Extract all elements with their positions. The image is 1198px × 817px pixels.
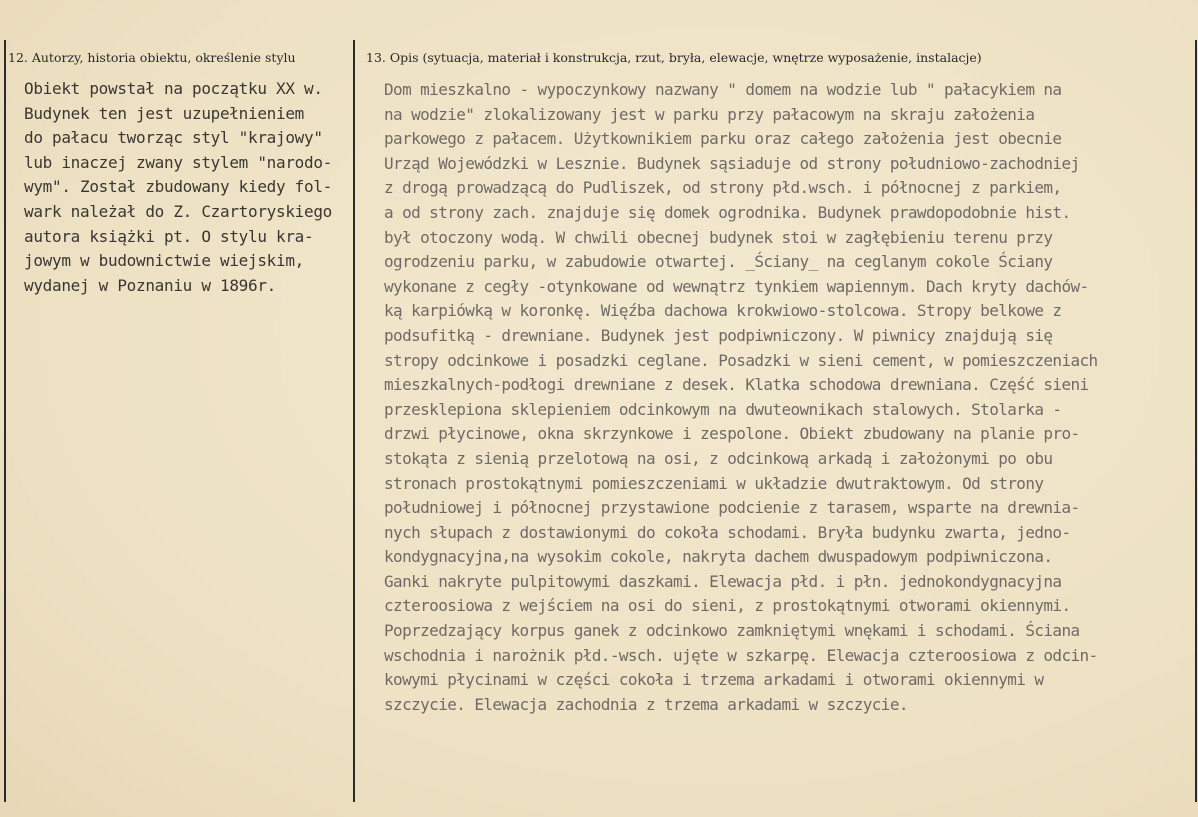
description-line: z drogą prowadzącą do Pudliszek, od strony płd.wsch. i północnej z parkiem, <box>384 178 1062 198</box>
description-line: Poprzedzający korpus ganek z odcinkowo zamkniętymi wnękami i schodami. Ściana <box>384 621 1080 641</box>
history-text-block <box>24 77 354 298</box>
description-line: południowej i północnej przystawione podcienie z tarasem, wsparte na drewnia- <box>384 498 1080 518</box>
history-line: do pałacu tworząc styl "krajowy" <box>24 128 323 148</box>
column-divider-left <box>4 40 6 802</box>
column-divider-right <box>1195 40 1197 802</box>
description-line: stronach prostokątnymi pomieszczeniami w układzie dwutraktowym. Od strony <box>384 473 1044 493</box>
history-line: wym". Został zbudowany kiedy fol- <box>24 177 332 197</box>
description-line: wschodnia i narożnik płd.-wsch. ujęte w szkarpę. Elewacja czteroosiowa z odcin- <box>384 645 1098 665</box>
description-line: Ganki nakryte pulpitowymi daszkami. Elewacja płd. i płn. jednokondygnacyjna <box>384 571 1062 591</box>
description-line: wykonane z cegły -otynkowane od wewnątrz tynkiem wapiennym. Dach kryty dachów- <box>384 276 1089 296</box>
description-line: parkowego z pałacem. Użytkownikiem parku oraz całego założenia jest obecnie <box>384 129 1062 149</box>
section-13-header: 13. Opis (sytuacja, materiał i konstrukcja, rzut, bryła, elewacje, wnętrze wyposażenie, instalacje) <box>366 50 982 65</box>
description-line: stokąta z sienią przelotową na osi, z odcinkową arkadą i założonymi po obu <box>384 448 1053 468</box>
history-line: Budynek ten jest uzupełnieniem <box>24 103 304 123</box>
description-line: kondygnacyjna,na wysokim cokole, nakryta dachem dwuspadowym podpiwniczona. <box>384 547 1053 567</box>
section-12-header: 12. Autorzy, historia obiektu, określenie stylu <box>8 50 296 65</box>
description-line: na wodzie" zlokalizowany jest w parku przy pałacowym na skraju założenia <box>384 104 1035 124</box>
description-line: stropy odcinkowe i posadzki ceglane. Posadzki w sieni cement, w pomieszczeniach <box>384 350 1098 370</box>
description-line: Urząd Wojewódzki w Lesznie. Budynek sąsiaduje od strony południowo-zachodniej <box>384 153 1080 173</box>
description-line: drzwi płycinowe, okna skrzynkowe i zespolone. Obiekt zbudowany na planie pro- <box>384 424 1080 444</box>
history-line: autora książki pt. O stylu kra- <box>24 226 314 246</box>
description-line: ogrodzeniu parku, w zabudowie otwartej. _Ściany_ na ceglanym cokole Ściany <box>384 252 1053 272</box>
description-line: a od strony zach. znajduje się domek ogrodnika. Budynek prawdopodobnie hist. <box>384 202 1071 222</box>
history-line: wydanej w Poznaniu w 1896r. <box>24 275 276 295</box>
description-line: Dom mieszkalno - wypoczynkowy nazwany " domem na wodzie lub " pałacykiem na <box>384 80 1062 99</box>
description-line: ką karpiówką w koronkę. Więźba dachowa krokwiowo-stolcowa. Stropy belkowe z <box>384 301 1062 321</box>
description-line: mieszkalnych-podłogi drewniane z desek. Klatka schodowa drewniana. Część sieni <box>384 375 1089 395</box>
description-line: czteroosiowa z wejściem na osi do sieni, z prostokątnymi otworami okiennymi. <box>384 596 1071 616</box>
history-line: lub inaczej zwany stylem "narodo- <box>24 152 332 172</box>
description-line: kowymi płycinami w części cokoła i trzema arkadami i otworami okiennymi w <box>384 670 1044 690</box>
history-line: wark należał do Z. Czartoryskiego <box>24 201 332 221</box>
description-text-block <box>384 78 1184 717</box>
description-line: był otoczony wodą. W chwili obecnej budynek stoi w zagłębieniu terenu przy <box>384 227 1053 247</box>
description-line: nych słupach z dostawionymi do cokoła schodami. Bryła budynku zwarta, jedno- <box>384 522 1071 542</box>
description-line: przesklepiona sklepieniem odcinkowym na dwuteownikach stalowych. Stolarka - <box>384 399 1062 419</box>
history-line: jowym w budownictwie wiejskim, <box>24 251 304 271</box>
description-line: podsufitką - drewniane. Budynek jest podpiwniczony. W piwnicy znajdują się <box>384 325 1053 345</box>
history-line: Obiekt powstał na początku XX w. <box>24 79 323 98</box>
description-line: szczycie. Elewacja zachodnia z trzema arkadami w szczycie. <box>384 694 908 714</box>
